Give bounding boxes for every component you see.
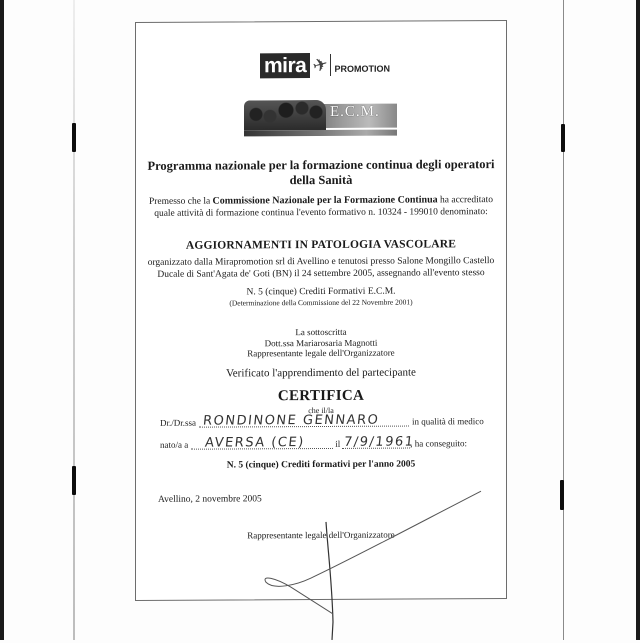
participant-birth-row — [160, 435, 496, 450]
commissione-name: Commissione Nazionale per la Formazione Continua — [212, 194, 438, 207]
qualita-label: in qualità di medico — [412, 416, 484, 427]
signatory-name: Dott.ssa Mariarosaria Magnotti — [264, 337, 378, 348]
promotion-logo-text: PROMOTION — [334, 63, 390, 74]
frame-clip-top-right — [561, 124, 565, 152]
ecm-banner-text: E.C.M. — [330, 103, 380, 120]
photo-edge-left — [0, 0, 4, 640]
frame-clip-bottom-right — [560, 480, 564, 510]
conseguito-label: , ha conseguito: — [410, 438, 468, 449]
organizzato-paragraph: organizzato dalla Mirapromotion srl di Avellino e tenutosi presso Salone Mongillo Castello Ducale di Sant'Agata de' Goti (BN) il 24 settembre 2005, assegnando all'evento stesso — [147, 256, 495, 280]
signature-label: Rappresentante legale dell'Organizzatore — [247, 529, 395, 541]
photo-edge-right — [636, 0, 640, 640]
frame-clip-bottom-left — [72, 466, 76, 495]
born-label: nato/a a — [160, 439, 189, 450]
birth-place-field — [191, 436, 333, 450]
signatory-intro: La sottoscritta — [295, 326, 347, 338]
name-field — [199, 414, 409, 428]
signatory-role: Rappresentante legale dell'Organizzatore — [247, 347, 395, 359]
frame-glass-edge-left — [73, 0, 75, 640]
name-label: Dr./Dr.ssa — [160, 417, 196, 428]
certifica-heading: CERTIFICA — [277, 387, 365, 405]
participant-name-row — [160, 413, 496, 428]
certificate-page — [135, 20, 507, 601]
ecm-banner-strip — [244, 130, 397, 137]
ecm-banner — [244, 96, 397, 137]
logo-divider — [330, 54, 331, 76]
mira-logo-text: mira — [260, 53, 310, 78]
frame-clip-top-left — [72, 123, 76, 152]
signatory-block — [136, 326, 506, 359]
birth-date-label: il — [335, 438, 341, 449]
che-il-la: che il/la — [308, 405, 334, 416]
mira-promotion-logo — [260, 52, 390, 79]
birth-date-field — [342, 434, 416, 450]
birth-date-handwritten-value: 7/9/1961 — [343, 434, 416, 450]
premesso-text-post: ha accreditato quale attività di formazione continua l'evento formativo n. 10324 - 199010 denominato: — [154, 195, 494, 219]
frame-glass-edge-right — [563, 0, 564, 640]
ecm-people-illustration-icon — [244, 100, 326, 130]
determinazione-note: (Determinazione della Commissione del 22 Novembre 2001) — [229, 297, 413, 308]
event-title: AGGIORNAMENTI IN PATOLOGIA VASCOLARE — [185, 238, 457, 252]
verificato-line: Verificato l'apprendimento del partecipante — [226, 366, 416, 380]
bird-icon: ✈ — [310, 52, 331, 78]
crediti-ecm: N. 5 (cinque) Crediti Formativi E.C.M. — [246, 286, 396, 298]
premesso-text-pre: Premesso che la — [148, 196, 213, 207]
place-date: Avellino, 2 novembre 2005 — [158, 494, 262, 505]
crediti-anno: N. 5 (cinque) Crediti formativi per l'anno 2005 — [226, 459, 416, 471]
birth-place-handwritten-value: AVERSA (CE) — [204, 435, 306, 451]
program-title: Programma nazionale per la formazione continua degli operatori della Sanità — [147, 157, 495, 188]
name-handwritten-value: RONDINONE GENNARO — [202, 412, 381, 429]
premesso-paragraph — [136, 194, 506, 220]
